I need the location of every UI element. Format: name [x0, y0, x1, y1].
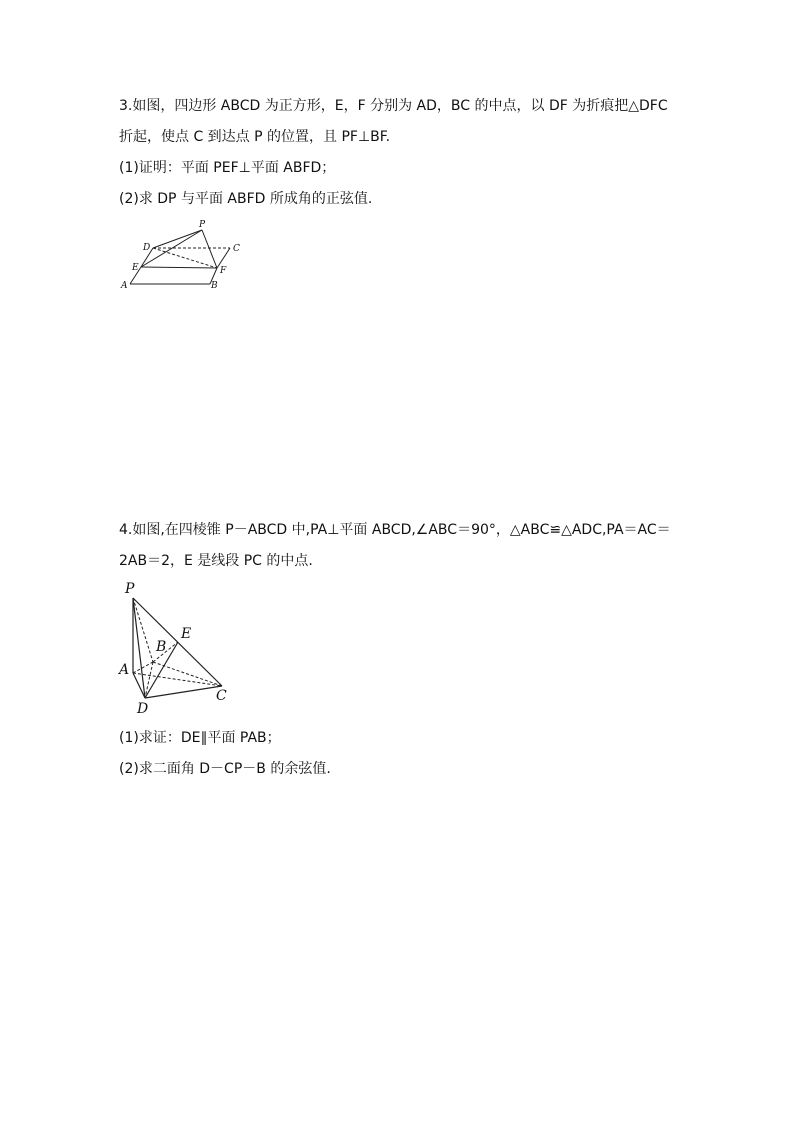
problem3-figure	[110, 215, 250, 295]
problem3-stem-line2: 折起，使点 C 到达点 P 的位置，且 PF⊥BF.	[119, 129, 391, 145]
problem4-stem-line2: 2AB＝2，E 是线段 PC 的中点.	[119, 553, 313, 569]
problem3-part1: (1)证明：平面 PEF⊥平面 ABFD；	[119, 160, 336, 176]
label-B: B	[156, 639, 167, 655]
label-A: A	[121, 281, 128, 291]
problem4-stem-line1: 4.如图,在四棱锥 P－ABCD 中,PA⊥平面 ABCD,∠ABC＝90°，△ABC≌△ADC,PA＝AC＝	[119, 522, 671, 538]
label-F: F	[220, 266, 227, 276]
edge-BC	[153, 662, 222, 686]
edge-BD	[145, 662, 153, 698]
problem4-figure	[110, 578, 240, 718]
label-C: C	[233, 244, 240, 254]
edge-AB	[133, 662, 153, 673]
label-C: C	[216, 688, 227, 704]
problem3-stem-line1: 3.如图，四边形 ABCD 为正方形，E，F 分别为 AD，BC 的中点，以 DF 为折痕把△DFC	[119, 98, 668, 114]
label-B: B	[211, 281, 218, 291]
label-D: D	[143, 243, 151, 253]
edge-DC	[145, 686, 222, 698]
label-P: P	[199, 220, 206, 230]
problem3-part2: (2)求 DP 与平面 ABFD 所成角的正弦值.	[119, 191, 373, 207]
problem4-part2: (2)求二面角 D－CP－B 的余弦值.	[119, 761, 331, 777]
label-A: A	[119, 662, 130, 678]
edge-PD	[133, 598, 145, 698]
edge-FC	[217, 248, 230, 268]
problem4-part1: (1)求证：DE∥平面 PAB；	[119, 730, 281, 746]
edge-EF	[141, 267, 217, 268]
label-P: P	[125, 581, 135, 597]
edge-PF	[202, 230, 217, 268]
label-E: E	[132, 263, 139, 273]
label-E: E	[181, 626, 192, 642]
edge-AC	[133, 673, 222, 686]
label-D: D	[137, 701, 149, 717]
edge-DF	[153, 248, 217, 268]
